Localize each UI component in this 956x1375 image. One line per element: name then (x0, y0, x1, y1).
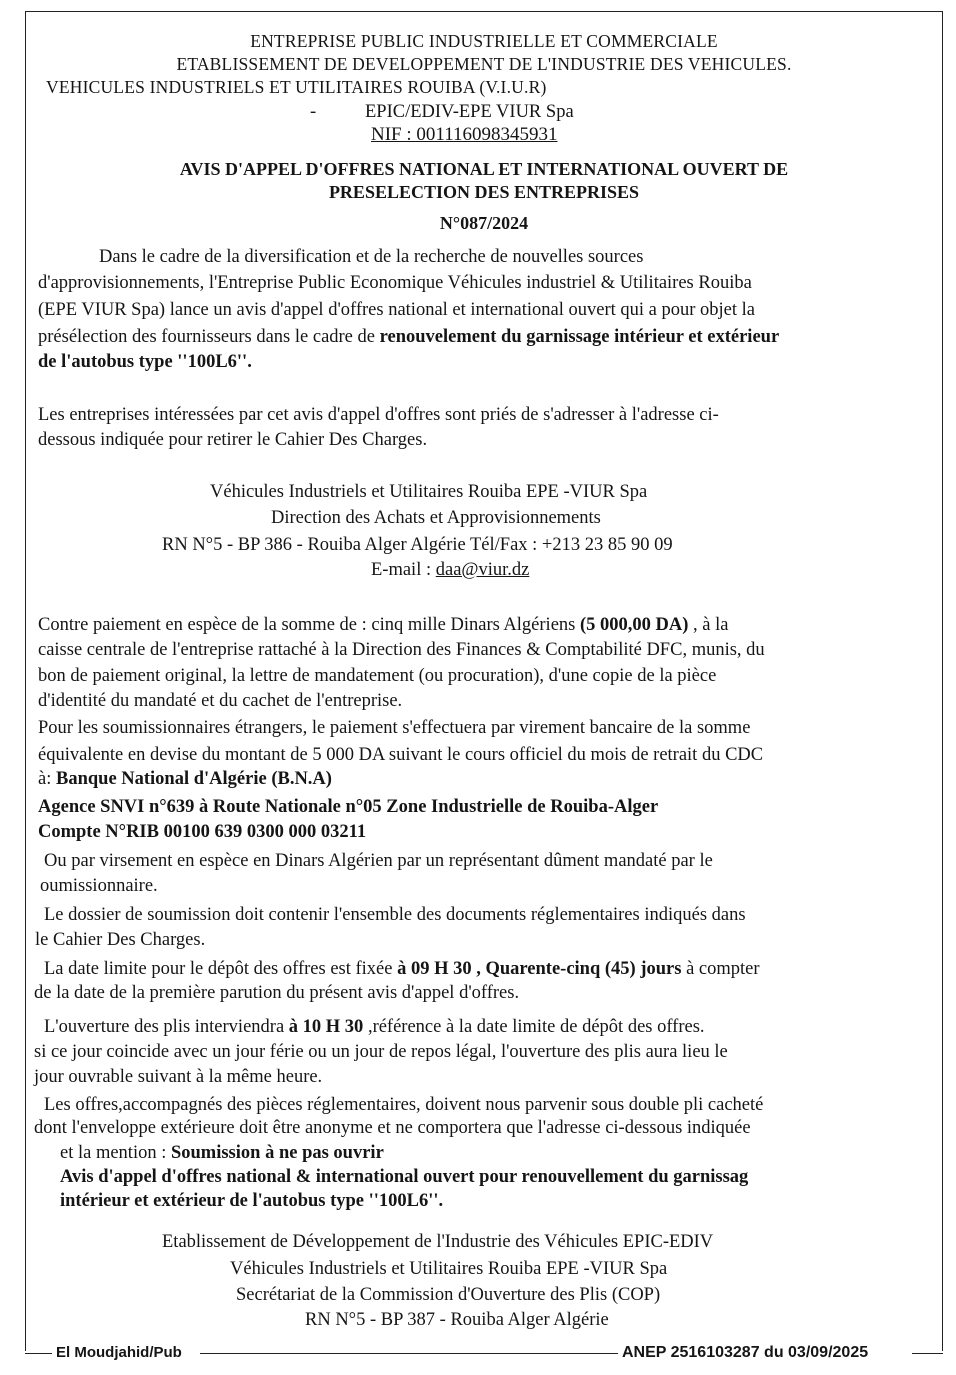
address1-line-2: Direction des Achats et Approvisionnements (271, 508, 601, 528)
intro-line-4-text: présélection des fournisseurs dans le cadre de (38, 327, 380, 347)
bank-agency: Agence SNVI n°639 à Route Nationale n°05 Zone Industrielle de Rouiba-Alger (38, 797, 659, 817)
title-line-2: PRESELECTION DES ENTREPRISES (328, 182, 640, 202)
offers-line-5: intérieur et extérieur de l'autobus type ''100L6''. (60, 1191, 444, 1211)
title-line-1: AVIS D'APPEL D'OFFRES NATIONAL ET INTERNATIONAL OUVERT DE (179, 159, 789, 179)
payment-line-1 (38, 614, 728, 636)
payment-line-5: Pour les soumissionnaires étrangers, le paiement s'effectuera par virement bancaire de la somme (38, 718, 751, 738)
email-link[interactable]: daa@viur.dz (435, 560, 530, 580)
address2-line-1: Etablissement de Développement de l'Industrie des Véhicules EPIC-EDIV (162, 1232, 714, 1252)
offers-line-3 (60, 1142, 384, 1164)
address2-line-3: Secrétariat de la Commission d'Ouverture des Plis (COP) (236, 1285, 661, 1305)
header-line-3: VEHICULES INDUSTRIELS ET UTILITAIRES ROUIBA (V.I.U.R) (46, 77, 547, 97)
deadline-text: La date limite pour le dépôt des offres est fixée (44, 959, 398, 979)
footer-bar (0, 1342, 956, 1366)
anep-reference: ANEP 2516103287 du 03/09/2025 (618, 1342, 872, 1364)
payment-line-7-prefix: à: (38, 769, 56, 789)
address1-line-1: Véhicules Industriels et Utilitaires Rouiba EPE -VIUR Spa (210, 482, 648, 502)
bank-account: Compte N°RIB 00100 639 0300 000 03211 (38, 822, 367, 842)
interest-line-1: Les entreprises intéressées par cet avis d'appel d'offres sont priés de s'adresser à l'adresse ci- (38, 405, 719, 425)
payment-line-6: équivalente en devise du montant de 5 000 DA suivant le cours officiel du mois de retrait du CDC (38, 745, 764, 765)
address2-line-4: RN N°5 - BP 387 - Rouiba Alger Algérie (305, 1310, 609, 1330)
email-label: E-mail : (371, 560, 436, 580)
dossier-line-1: Le dossier de soumission doit contenir l'ensemble des documents réglementaires indiqués dans (44, 905, 746, 925)
address1-email-line (371, 559, 529, 581)
deadline-line-1 (44, 958, 760, 980)
deadline-text-end: à compter (681, 959, 760, 979)
offers-line-4: Avis d'appel d'offres national & international ouvert pour renouvellement du garnissag (60, 1167, 749, 1187)
payment-line-2: caisse centrale de l'entreprise rattaché à la Direction des Finances & Comptabilité DFC, munis, du (38, 640, 765, 660)
payment-line-10: Ou par virsement en espèce en Dinars Algérien par un représentant dûment mandaté par le (44, 851, 713, 871)
payment-line-11: oumissionnaire. (40, 876, 158, 896)
address2-line-2: Véhicules Industriels et Utilitaires Rouiba EPE -VIUR Spa (230, 1259, 668, 1279)
publication-source: El Moudjahid/Pub (52, 1342, 186, 1364)
offers-mention-label: et la mention : (60, 1143, 171, 1163)
opening-time: à 10 H 30 (288, 1017, 364, 1037)
intro-line-2: d'approvisionnements, l'Entreprise Public Economique Véhicules industriel & Utilitaires Rouiba (38, 273, 752, 293)
payment-line-1-text: Contre paiement en espèce de la somme de : cinq mille Dinars Algériens (38, 615, 580, 635)
intro-line-5: de l'autobus type ''100L6''. (38, 352, 252, 372)
payment-amount: (5 000,00 DA) (579, 615, 689, 635)
offers-mention: Soumission à ne pas ouvrir (170, 1143, 384, 1163)
intro-object-bold: renouvelement du garnissage intérieur et extérieur (379, 327, 780, 347)
deadline-line-2: de la date de la première parution du présent avis d'appel d'offres. (34, 983, 520, 1003)
intro-line-3: (EPE VIUR Spa) lance un avis d'appel d'offres national et international ouvert qui a pour objet la (38, 300, 756, 320)
address1-line-3: RN N°5 - BP 386 - Rouiba Alger Algérie Tél/Fax : +213 23 85 90 09 (162, 535, 673, 555)
tender-number: N°087/2024 (439, 213, 529, 233)
offers-line-2: dont l'enveloppe extérieure doit être anonyme et ne comportera que l'adresse ci-dessous indiquée (34, 1118, 751, 1138)
footer-rule-middle (200, 1353, 620, 1354)
bank-name: Banque National d'Algérie (B.N.A) (55, 769, 332, 789)
header-line-2: ETABLISSEMENT DE DEVELOPPEMENT DE L'INDUSTRIE DES VEHICULES. (176, 54, 792, 74)
opening-line-1 (44, 1016, 705, 1038)
offers-line-1: Les offres,accompagnés des pièces réglementaires, doivent nous parvenir sous double pli cacheté (44, 1095, 764, 1115)
opening-line-3: jour ouvrable suivant à la même heure. (34, 1067, 323, 1087)
header-line-4: EPIC/EDIV-EPE VIUR Spa (365, 102, 574, 122)
payment-line-4: d'identité du mandaté et du cachet de l'entreprise. (38, 691, 403, 711)
opening-line-2: si ce jour coincide avec un jour férie ou un jour de repos légal, l'ouverture des plis aura lieu le (34, 1042, 728, 1062)
payment-line-7 (38, 768, 332, 790)
opening-text: L'ouverture des plis interviendra (44, 1017, 289, 1037)
payment-line-3: bon de paiement original, la lettre de mandatement (ou procuration), d'une copie de la pièce (38, 666, 717, 686)
interest-line-2: dessous indiquée pour retirer le Cahier Des Charges. (38, 430, 428, 450)
intro-line-4 (38, 326, 779, 348)
intro-line-1: Dans le cadre de la diversification et de la recherche de nouvelles sources (99, 247, 644, 267)
opening-text-end: ,référence à la date limite de dépôt des offres. (363, 1017, 705, 1037)
header-line-1: ENTREPRISE PUBLIC INDUSTRIELLE ET COMMERCIALE (250, 31, 718, 51)
dossier-line-2: le Cahier Des Charges. (35, 930, 206, 950)
footer-rule-left (25, 1353, 55, 1354)
deadline-time: à 09 H 30 , Quarente-cinq (45) jours (397, 959, 682, 979)
nif-number: NIF : 001116098345931 (371, 124, 558, 145)
payment-line-1-end: , à la (688, 615, 729, 635)
footer-rule-right (912, 1353, 943, 1354)
header-dash: - (310, 102, 317, 122)
